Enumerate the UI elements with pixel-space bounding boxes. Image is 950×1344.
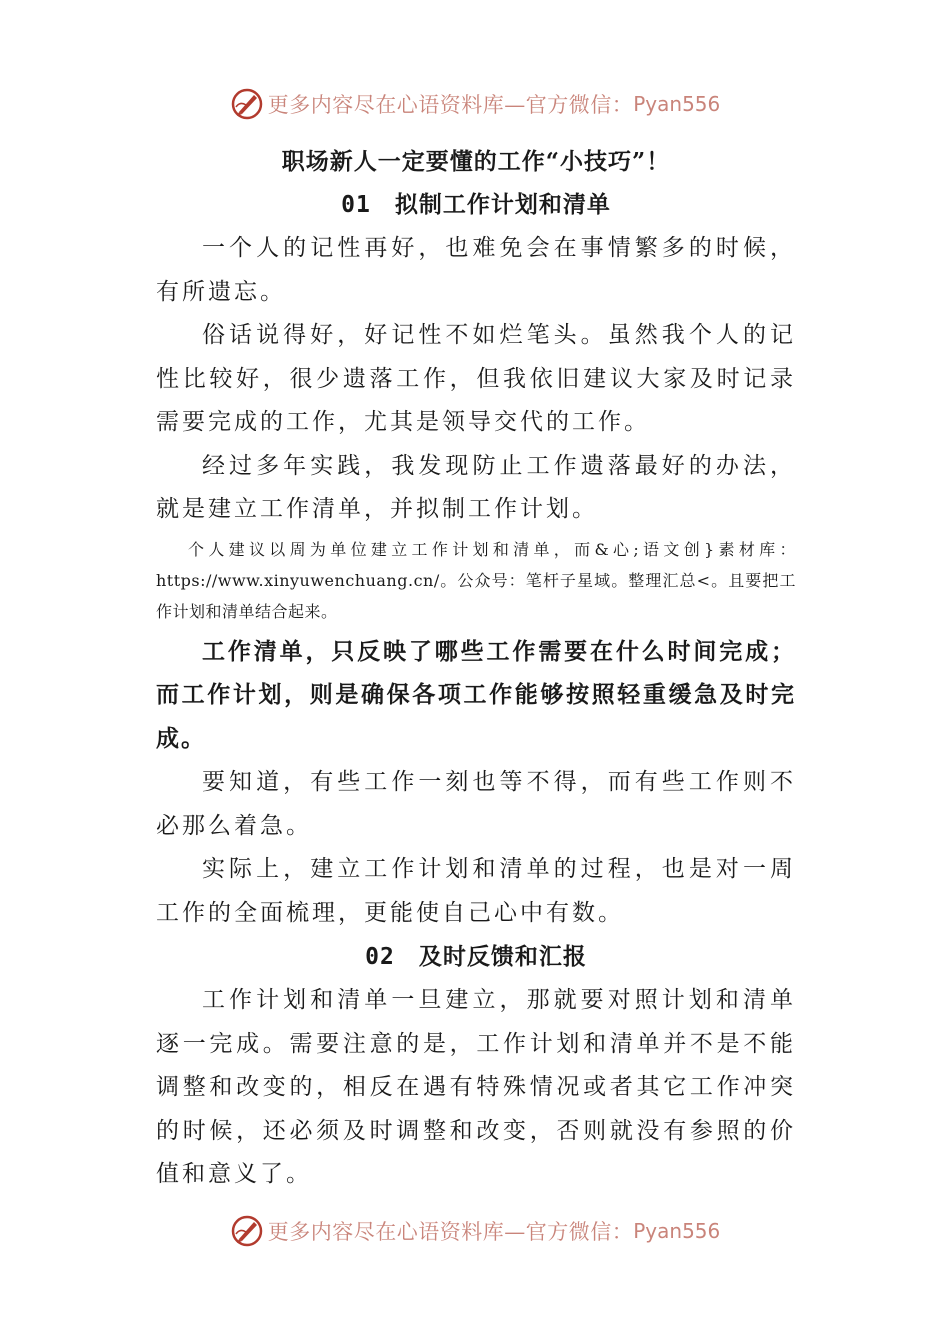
paragraph-4-small: 个人建议以周为单位建立工作计划和清单，而&心;语文创}素材库：https://www.xinyuwenchuang.cn/。公众号：笔杆子星域。整理汇总<。且要把工作计划和清单结合起来。: [156, 539, 796, 621]
section-2-title: 及时反馈和汇报: [418, 943, 587, 970]
header-banner: [0, 84, 950, 124]
banner-wechat-id: Pyan556: [633, 92, 721, 116]
banner-text: 更多内容尽在心语资料库—官方微信：: [267, 1220, 634, 1244]
section-1-heading: [156, 183, 796, 227]
section-1-title: 拟制工作计划和清单: [394, 191, 611, 218]
pen-logo-icon: [230, 87, 264, 121]
section-1-number: 01: [341, 192, 371, 218]
footer-banner: [0, 1211, 950, 1251]
document-title: 职场新人一定要懂的工作“小技巧”！: [281, 148, 671, 175]
section-2-heading: [156, 935, 796, 979]
banner-wechat-id: Pyan556: [633, 1219, 721, 1243]
paragraph-6: 要知道，有些工作一刻也等不得，而有些工作则不必那么着急。: [156, 769, 796, 839]
paragraph-1: 一个人的记性再好，也难免会在事情繁多的时候，有所遗忘。: [156, 235, 796, 305]
paragraph-8: 工作计划和清单一旦建立，那就要对照计划和清单逐一完成。需要注意的是，工作计划和清单并不是不能调整和改变的，相反在遇有特殊情况或者其它工作冲突的时候，还必须及时调整和改变，否则就没有参照的价值和意义了。: [156, 987, 796, 1187]
paragraph-5-bold: 工作清单，只反映了哪些工作需要在什么时间完成；而工作计划，则是确保各项工作能够按照轻重缓急及时完成。: [156, 638, 796, 752]
document-body: [156, 140, 796, 1197]
section-2-number: 02: [365, 944, 395, 970]
paragraph-7: 实际上，建立工作计划和清单的过程，也是对一周工作的全面梳理，更能使自己心中有数。: [156, 856, 796, 926]
banner-text: 更多内容尽在心语资料库—官方微信：: [267, 93, 634, 117]
pen-logo-icon: [230, 1214, 264, 1248]
paragraph-2: 俗话说得好，好记性不如烂笔头。虽然我个人的记性比较好，很少遗落工作，但我依旧建议大家及时记录需要完成的工作，尤其是领导交代的工作。: [156, 322, 796, 435]
paragraph-3: 经过多年实践，我发现防止工作遗落最好的办法，就是建立工作清单，并拟制工作计划。: [156, 452, 796, 522]
